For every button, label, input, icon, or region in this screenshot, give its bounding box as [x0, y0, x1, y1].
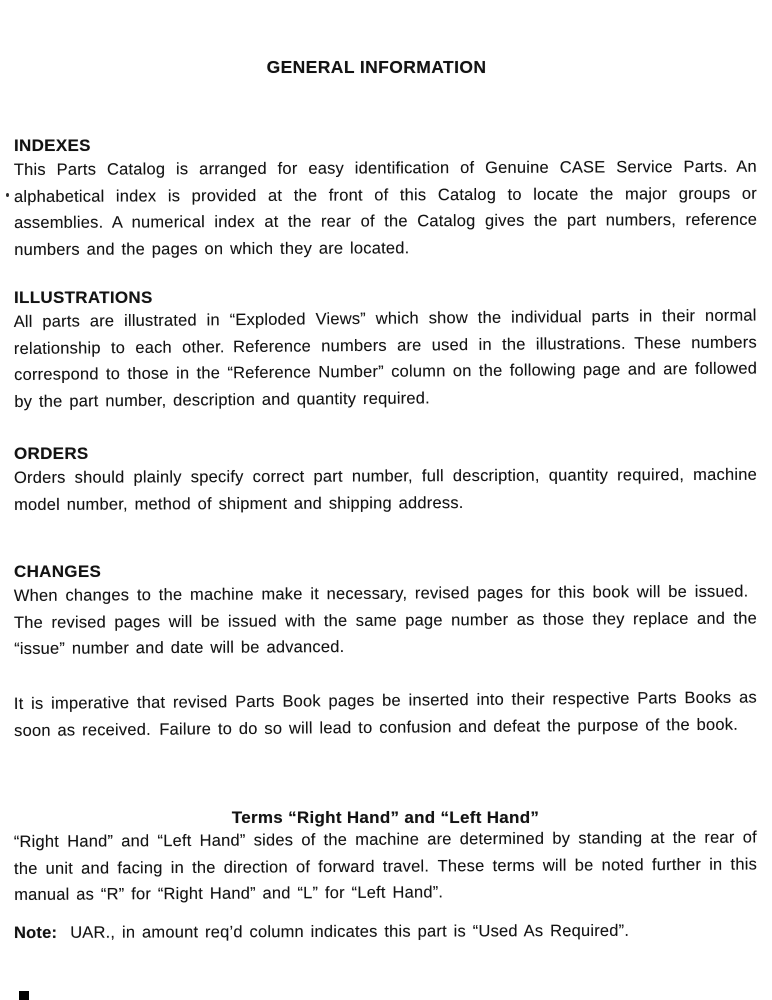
changes-body: When changes to the machine make it necessary, revised pages for this book will be issued. The revised pages will be issued with the same page number as those they replace and the “issue” number and date will be advanced. [13, 582, 758, 658]
page-title: GENERAL INFORMATION [266, 57, 487, 77]
note-line [14, 918, 757, 945]
terms-body: “Right Hand” and “Left Hand” sides of the machine are determined by standing at the rear of the unit and facing in the direction of forward travel. These terms will be noted further in this manual as “R” for “Right Hand” and “L” for “Left Hand”. [13, 828, 758, 904]
scan-corner-mark-artifact [19, 991, 29, 1000]
section-changes [14, 562, 757, 663]
orders-heading: ORDERS [14, 444, 89, 463]
imperative-paragraph [13, 688, 757, 744]
illustrations-body: All parts are illustrated in “Exploded Views” which show the individual parts in their normal relationship to each other. Reference numbers are used in the illustrations. These numbers correspond to those in the “Reference Number” column on the following page and are followed by the part number, description and quantity required. [13, 306, 758, 411]
scan-speck-artifact [6, 193, 9, 197]
terms-heading: Terms “Right Hand” and “Left Hand” [231, 808, 540, 827]
imperative-paragraph-text: It is imperative that revised Parts Book pages be inserted into their respective Parts Books as soon as received. Failure to do so will lead to confusion and defeat the purpose of the book. [13, 688, 757, 740]
section-illustrations [14, 288, 757, 415]
indexes-body: This Parts Catalog is arranged for easy identification of Genuine CASE Service Parts. An alphabetical index is provided at the front of this Catalog to locate the major groups or assemblies. A numerical index at the rear of the Catalog gives the part numbers, reference numbers and the pages on which they are located. [13, 157, 758, 259]
section-orders [14, 444, 757, 518]
section-terms [14, 808, 757, 909]
note-label: Note: [13, 923, 58, 942]
changes-heading: CHANGES [14, 562, 102, 581]
orders-body: Orders should plainly specify correct part number, full description, quantity required, machine model number, method of shipment and shipping address. [13, 465, 757, 514]
section-indexes [14, 136, 757, 263]
indexes-heading: INDEXES [14, 136, 91, 155]
note-text: UAR., in amount req’d column indicates this part is “Used As Required”. [70, 921, 630, 942]
illustrations-heading: ILLUSTRATIONS [14, 288, 153, 307]
